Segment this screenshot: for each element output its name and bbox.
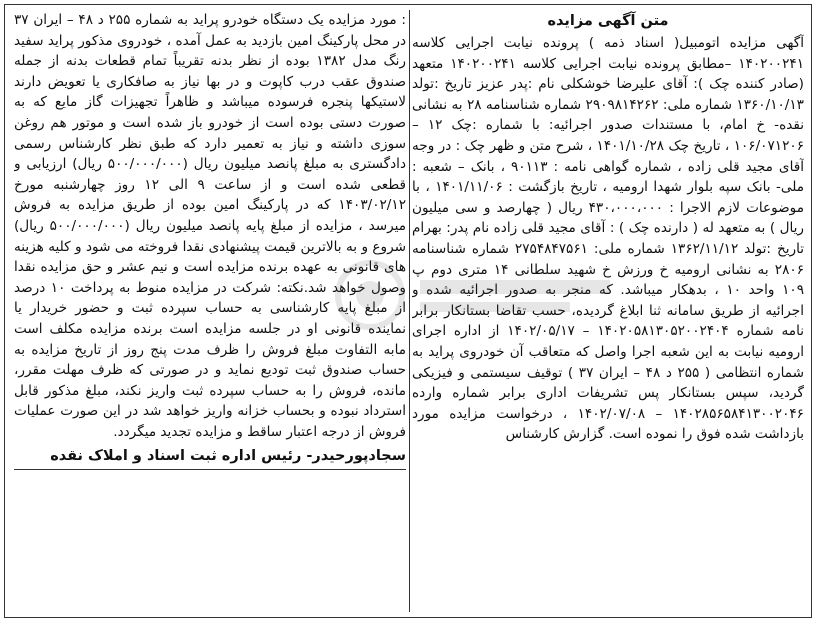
column-divider [409, 10, 410, 612]
notice-right-column [412, 10, 804, 614]
notice-left-body: : مورد مزایده یک دستگاه خودرو پراید به شماره ۲۵۵ د ۴۸ – ایران ۳۷ در محل پارکینگ امین بازدید به عمل آمده ، خودروی مذکور پراید سفید رنگ مدل ۱۳۸۲ بوده از نظر بدنه تقریباً تمام قطعات بدنه از جمله صندوق عقب درب کاپوت و در بها نیاز به صافکاری یا تعویض دارند لاستیکها پنجره فرسوده میباشد و ظاهراً تجهیزات گاز مایع که به صورت دستی بوده است از خودرو باز شده است و موتور هم روغن سوزی داشته و نیاز به تعمیر دارد که طبق نظر کارشناس رسمی دادگستری به مبلغ پانصد میلیون ریال (۵۰۰/۰۰۰/۰۰۰ ریال) ارزیابی و قطعی شده است و از ساعت ۹ الی ۱۲ روز چهارشنبه مورخ ۱۴۰۳/۰۲/۱۲ که در پارکینگ امین بوده از طریق مزایده به فروش میرسد ، مزایده از مبلغ پایه پانصد میلیون ریال (۵۰۰/۰۰۰/۰۰۰ ریال) شروع و به بالاترین قیمت پیشنهادی نقدا فروخته می شود و کلیه هزینه های قانونی به عهده برنده مزایده است و نیم عشر و حق مزایده نقدا وصول خواهد شد.نکته: شرکت در مزایده منوط به پرداخت ۱۰ درصد از مبلغ پایه کارشناسی به حساب سپرده ثبت و حضور خریدار یا نماینده قانونی او در جلسه مزایده است برنده مزایده مکلف است مابه التفاوت مبلغ فروش را ظرف مدت پنج روز از تاریخ مزایده به حساب صندوق ثبت تودیع نماید و در صورتی که ظرف مهلت مقرر، مانده، فروش را به حساب سپرده ثبت واریز نکند، مبلغ مذکور قابل استرداد نبوده و بحساب خزانه واریز خواهد شد در این صورت عملیات فروش از درجه اعتبار ساقط و مزایده تجدید میگردد. [14, 12, 406, 440]
notice-left-column [14, 10, 406, 614]
notice-title: متن آگهی مزایده [547, 13, 669, 29]
notice-right-body: آگهی مزایده اتومبیل( اسناد ذمه ) پرونده نیابت اجرایی کلاسه ۱۴۰۲۰۰۲۴۱ –مطابق پرونده نیابت اجرایی کلاسه ۱۴۰۲۰۰۲۴۱ متعهد (صادر کننده چک ): آقای علیرضا خوشکلی نام :پدر عزیز تاریخ :تولد ۱۳۶۰/۱۰/۱۳ شماره ملی: ۲۹۰۹۸۱۴۲۶۲ شماره شناسنامه ۲۸ به نشانی نقده- خ امام، با مستندات صدور اجرائیه: با شماره :چک ۱۲ – ۱۰۶/۰۷۱۲۰۶ ، تاریخ چک ۱۴۰۱/۱۰/۲۸ ، شرح متن و ظهر چک : در وجه آقای مجید قلی زاده ، شماره گواهی نامه : ۹۰۱۱۳ ، بانک – شعبه : ملی- بانک سپه بلوار شهدا ارومیه ، تاریخ بازگشت : ۱۴۰۱/۱۱/۰۶ ، با موضوعات لازم الاجرا : ۴۳۰،۰۰۰،۰۰۰ ریال ( چهارصد و سی میلیون ریال ) به متعهد له ( دارنده چک ) : آقای مجید قلی زاده نام پدر: بهرام تاریخ :تولد ۱۳۶۲/۱۱/۱۲ شماره ملی: ۲۷۵۴۸۴۷۵۶۱ شماره شناسنامه ۲۸۰۶ به نشانی ارومیه خ ورزش خ شهید سلطانی ۱۴ متری دوم پ ۱۰۹ واحد ۱۰ ، بدهکار میباشد. که منجر به صدور اجرائیه شده و اجرائیه از طریق سامانه ثنا ابلاغ گردیده، حسب تقاضا بستانکار برابر نامه شماره ۱۴۰۲۰۵۸۱۳۰۵۲۰۰۲۴۰۴ – ۱۴۰۲/۰۵/۱۷ از اداره اجرای ارومیه نیابت به این شعبه اجرا واصل که متعاقب آن خودروی پراید به شماره انتظامی ( ۲۵۵ د ۴۸ – ایران ۳۷ ) توقیف سیستمی و فیزیکی گردید، سپس بستانکار پس تشریفات اداری برابر شماره وارده ۱۴۰۲۸۵۶۵۸۴۱۳۰۰۲۰۴۶ – ۱۴۰۲/۰۷/۰۸ ، درخواست مزایده مورد بازداشت شده فوق را نموده است. گزارش کارشناس [412, 35, 804, 443]
notice-signature: سجادپورحیدر- رئیس اداره ثبت اسناد و املاک نقده [14, 446, 406, 470]
